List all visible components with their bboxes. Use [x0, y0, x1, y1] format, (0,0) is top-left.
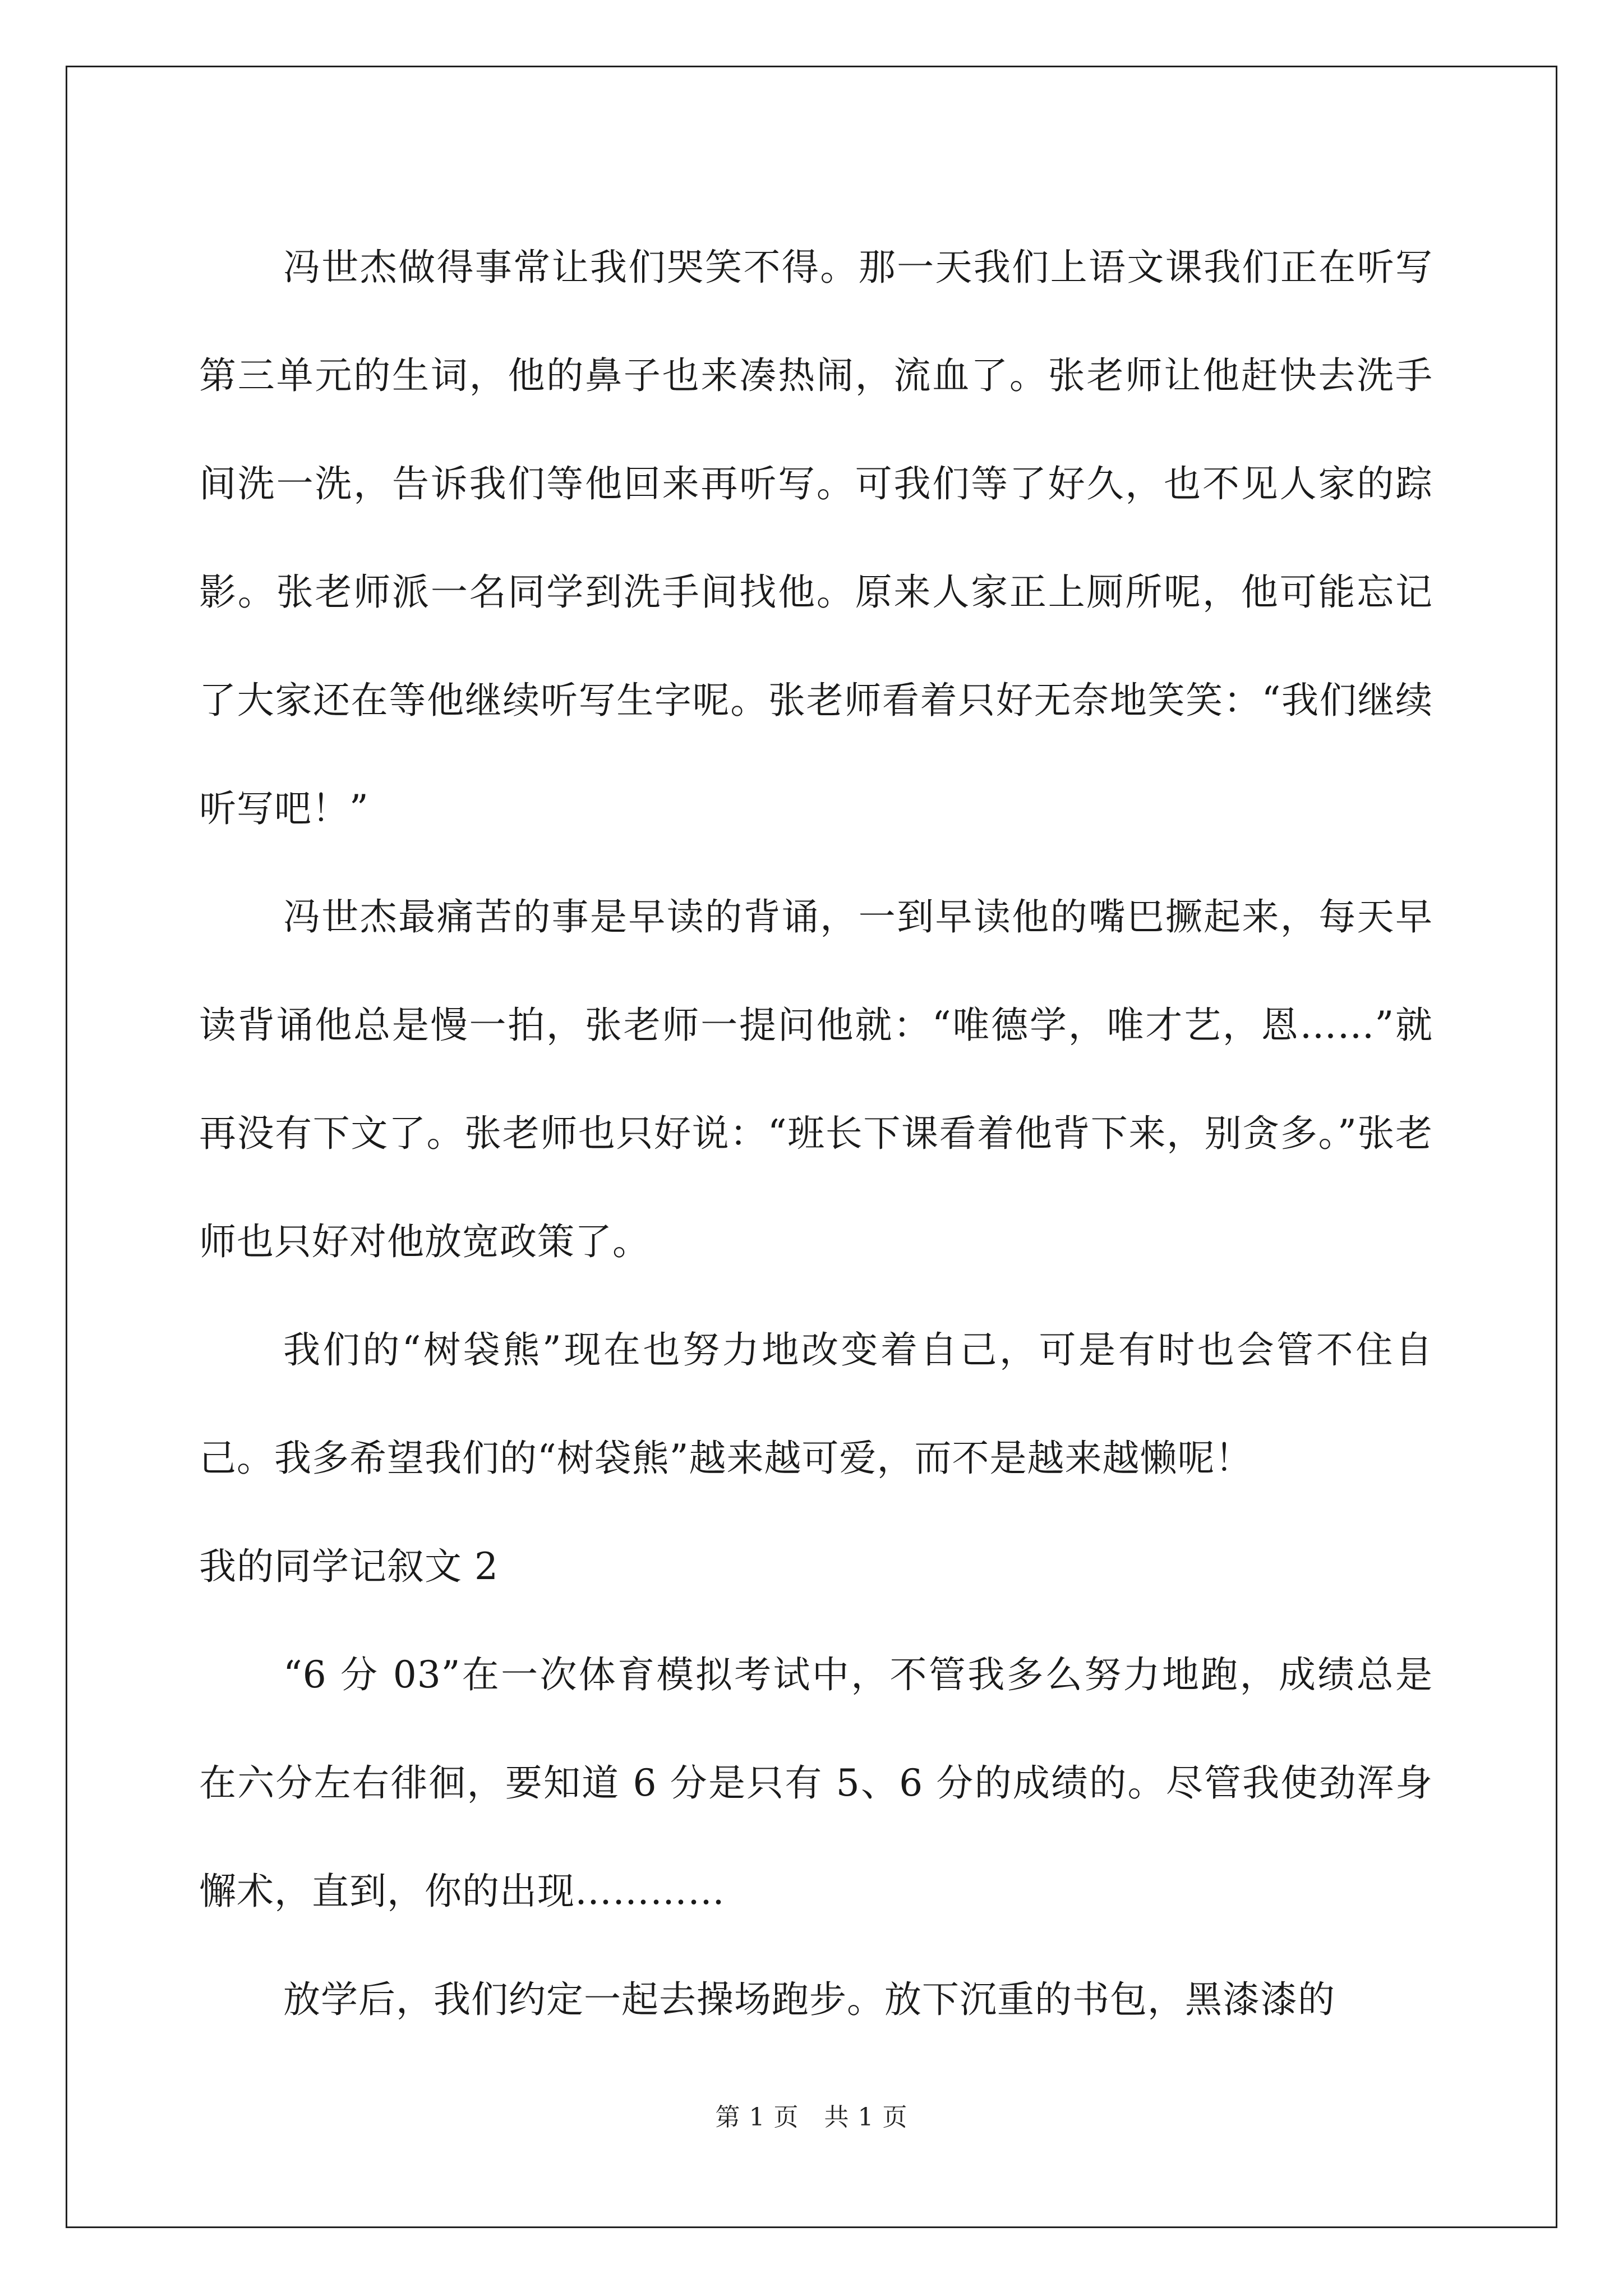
paragraph-1: 冯世杰做得事常让我们哭笑不得。那一天我们上语文课我们正在听写第三单元的生词，他的鼻子也来凑热闹，流血了。张老师让他赶快去洗手间洗一洗，告诉我们等他回来再听写。可我们等了好久，也不见人家的踪影。张老师派一名同学到洗手间找他。原来人家正上厕所呢，他可能忘记了大家还在等他继续听写生字呢。张老师看着只好无奈地笑笑：“我们继续听写吧！”	[199, 246, 1433, 830]
paragraph-3: 我们的“树袋熊”现在也努力地改变着自己，可是有时也会管不住自己。我多希望我们的“树袋熊”越来越可爱，而不是越来越懒呢！	[199, 1328, 1433, 1480]
section-title: 我的同学记叙文 2	[199, 1545, 499, 1588]
paragraph-4: “6 分 03”在一次体育模拟考试中，不管我多么努力地跑，成绩总是在六分左右徘徊，要知道 6 分是只有 5、6 分的成绩的。尽管我使劲浑身懈术，直到，你的出现…………	[199, 1653, 1433, 1913]
paragraph-2: 冯世杰最痛苦的事是早读的背诵，一到早读他的嘴巴撅起来，每天早读背诵他总是慢一拍，张老师一提问他就：“唯德学，唯才艺，恩……”就再没有下文了。张老师也只好说：“班长下课看着他背下来，别贪多。”张老师也只好对他放宽政策了。	[199, 895, 1433, 1263]
page-footer: 第 1 页 共 1 页	[715, 2103, 908, 2132]
document-body	[199, 213, 1433, 2054]
paragraph-5: 放学后，我们约定一起去操场跑步。放下沉重的书包，黑漆漆的	[283, 1978, 1335, 2021]
